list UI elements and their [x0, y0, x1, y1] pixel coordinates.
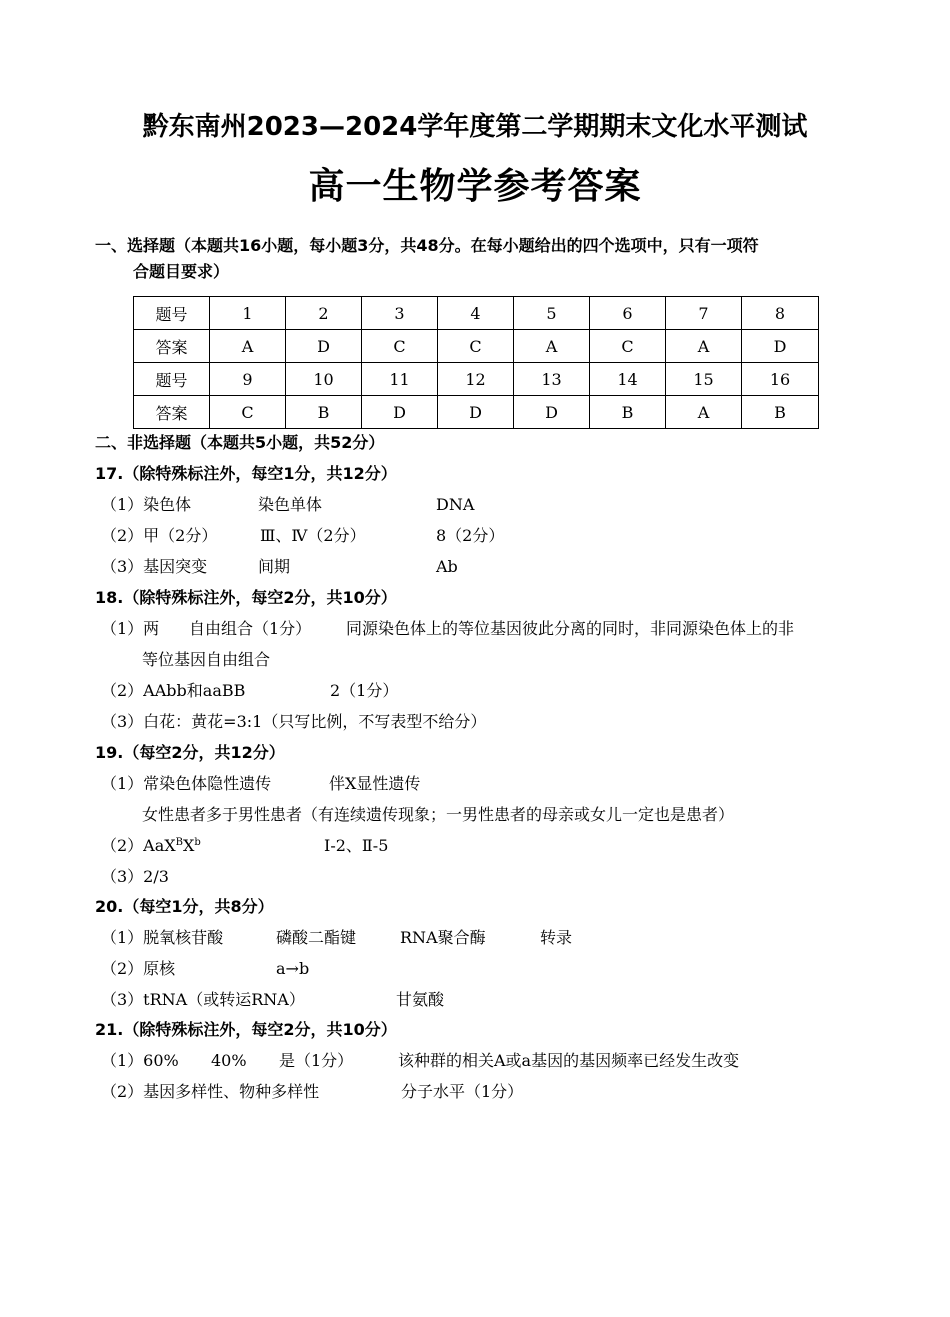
- table-cell: 5: [514, 297, 590, 330]
- q19-2-answer-b: Ⅰ-2、Ⅱ-5: [324, 836, 389, 855]
- table-cell: D: [514, 396, 590, 429]
- table-cell: A: [666, 396, 742, 429]
- table-row: [134, 363, 819, 396]
- q20-3-answer-b: 甘氨酸: [396, 990, 445, 1009]
- table-row: [134, 297, 819, 330]
- q21-2-answer-a: （2）基因多样性、物种多样性: [101, 1082, 320, 1101]
- table-cell: 4: [438, 297, 514, 330]
- exam-title: 黔东南州2023—2024学年度第二学期期末文化水平测试: [142, 112, 808, 142]
- section1-heading-line1: 一、选择题（本题共16小题，每小题3分，共48分。在每小题给出的四个选项中，只有一项符: [95, 236, 759, 255]
- table-cell: 6: [590, 297, 666, 330]
- table-cell: 15: [666, 363, 742, 396]
- q19-line1-cont: 女性患者多于男性患者（有连续遗传现象；一男性患者的母亲或女儿一定也是患者）: [142, 805, 735, 824]
- table-cell: A: [666, 330, 742, 363]
- q21-1-answer-b: 40%: [211, 1051, 247, 1070]
- table-cell: 14: [590, 363, 666, 396]
- section2-heading: 二、非选择题（本题共5小题，共52分）: [95, 433, 385, 452]
- q21-2-answer-b: 分子水平（1分）: [401, 1082, 524, 1101]
- q18-1-answer-a: （1）两: [101, 619, 160, 638]
- table-row-label: 答案: [134, 330, 210, 363]
- q20-1-answer-a: （1）脱氧核苷酸: [101, 928, 224, 947]
- q20-1-answer-c: RNA聚合酶: [400, 928, 486, 947]
- table-cell: 16: [742, 363, 819, 396]
- q18-line1-cont: 等位基因自由组合: [142, 650, 271, 669]
- q20-heading: 20.（每空1分，共8分）: [95, 897, 274, 916]
- table-cell: C: [438, 330, 514, 363]
- table-row-label: 答案: [134, 396, 210, 429]
- table-cell: 9: [210, 363, 286, 396]
- table-cell: C: [590, 330, 666, 363]
- table-cell: 2: [286, 297, 362, 330]
- q17-3-answer-b: 间期: [258, 557, 291, 576]
- table-cell: B: [286, 396, 362, 429]
- table-row-label: 题号: [134, 297, 210, 330]
- table-cell: D: [438, 396, 514, 429]
- q18-line3: （3）白花：黄花=3:1（只写比例，不写表型不给分）: [101, 712, 487, 731]
- q17-2-answer-b: Ⅲ、Ⅳ（2分）: [260, 526, 366, 545]
- document-title: 高一生物学参考答案: [308, 166, 642, 207]
- table-cell: 3: [362, 297, 438, 330]
- q19-heading: 19.（每空2分，共12分）: [95, 743, 285, 762]
- table-row: [134, 330, 819, 363]
- q17-2-answer-c: 8（2分）: [436, 526, 505, 545]
- q18-2-answer-a: （2）AAbb和aaBB: [101, 681, 246, 700]
- table-cell: A: [210, 330, 286, 363]
- q18-heading: 18.（除特殊标注外，每空2分，共10分）: [95, 588, 397, 607]
- table-cell: 11: [362, 363, 438, 396]
- table-cell: 12: [438, 363, 514, 396]
- table-cell: B: [590, 396, 666, 429]
- table-cell: C: [362, 330, 438, 363]
- q20-1-answer-d: 转录: [540, 928, 573, 947]
- table-cell: D: [362, 396, 438, 429]
- q19-1-answer-a: （1）常染色体隐性遗传: [101, 774, 272, 793]
- q17-1-answer-b: 染色单体: [258, 495, 323, 514]
- q17-1-answer-a: （1）染色体: [101, 495, 192, 514]
- q21-1-answer-c: 是（1分）: [279, 1051, 354, 1070]
- table-cell: 1: [210, 297, 286, 330]
- table-cell: 7: [666, 297, 742, 330]
- q21-heading: 21.（除特殊标注外，每空2分，共10分）: [95, 1020, 397, 1039]
- q17-3-answer-c: Ab: [436, 557, 458, 576]
- table-cell: D: [286, 330, 362, 363]
- table-row: [134, 396, 819, 429]
- table-cell: 13: [514, 363, 590, 396]
- table-cell: D: [742, 330, 819, 363]
- choice-answer-table: [133, 296, 819, 429]
- q17-heading: 17.（除特殊标注外，每空1分，共12分）: [95, 464, 397, 483]
- table-cell: 10: [286, 363, 362, 396]
- q20-2-answer-b: a→b: [276, 959, 310, 978]
- q18-1-answer-c: 同源染色体上的等位基因彼此分离的同时，非同源染色体上的非: [346, 619, 795, 638]
- q18-1-answer-b: 自由组合（1分）: [189, 619, 312, 638]
- section1-heading: [95, 233, 855, 285]
- section1-heading-line2: 合题目要求）: [133, 262, 230, 281]
- q21-1-answer-a: （1）60%: [101, 1051, 179, 1070]
- table-row-label: 题号: [134, 363, 210, 396]
- q21-1-answer-d: 该种群的相关A或a基因的基因频率已经发生改变: [398, 1051, 740, 1070]
- q17-3-answer-a: （3）基因突变: [101, 557, 208, 576]
- q18-2-answer-b: 2（1分）: [330, 681, 399, 700]
- q17-2-answer-a: （2）甲（2分）: [101, 526, 218, 545]
- q19-1-answer-b: 伴X显性遗传: [329, 774, 421, 793]
- table-cell: C: [210, 396, 286, 429]
- table-cell: A: [514, 330, 590, 363]
- q20-3-answer-a: （3）tRNA（或转运RNA）: [101, 990, 305, 1009]
- table-cell: B: [742, 396, 819, 429]
- q17-1-answer-c: DNA: [436, 495, 475, 514]
- q19-line3: （3）2/3: [101, 867, 169, 886]
- q20-1-answer-b: 磷酸二酯键: [276, 928, 357, 947]
- q20-2-answer-a: （2）原核: [101, 959, 176, 978]
- q19-2-genotype: $(2)AaX^BX^b$: [101, 836, 201, 855]
- table-cell: 8: [742, 297, 819, 330]
